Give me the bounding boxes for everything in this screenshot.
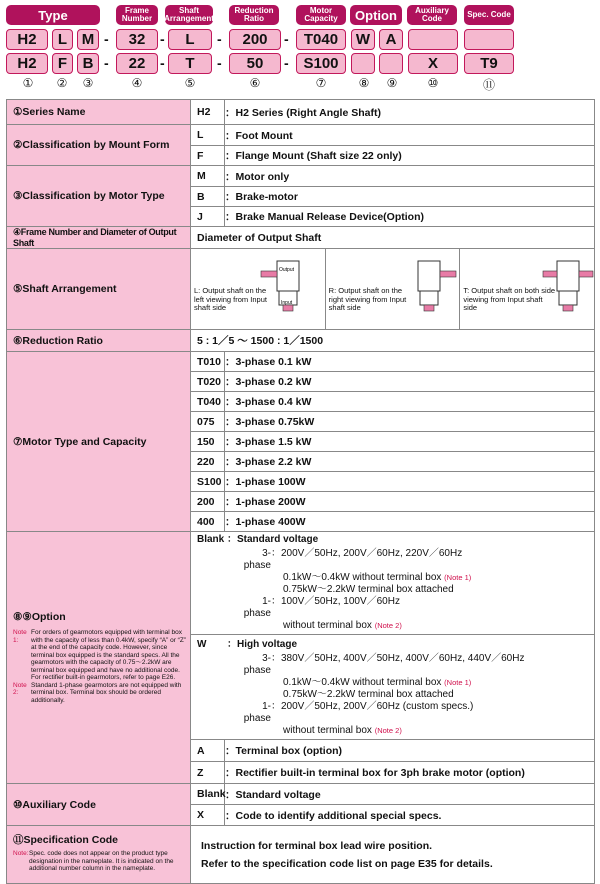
- code-box-mount: F: [52, 53, 73, 74]
- code-box-option-1: [351, 53, 375, 74]
- position-number: ⑤: [184, 76, 196, 90]
- code-cell: Z: [191, 762, 225, 784]
- code-box-spec: T9: [464, 53, 514, 74]
- code-cell: T040: [191, 392, 225, 412]
- value-cell: ：Foot Mount: [225, 125, 595, 146]
- code-box-series: H2: [6, 53, 48, 74]
- header-shaft-arrangement: Shaft Arrangement: [164, 6, 214, 23]
- code-cell: X: [191, 805, 225, 826]
- value-cell: ：H2 Series (Right Angle Shaft): [225, 100, 595, 125]
- spec-value-cell: Instruction for terminal box lead wire position. Refer to the specification code list on page E35 for details.: [191, 826, 595, 884]
- value-cell: ：Code to identify additional special specs.: [225, 805, 595, 826]
- label-frame-number: ④Frame Number and Diameter of Output Shaft: [7, 227, 191, 249]
- position-number: ⑧: [358, 76, 370, 90]
- code-box-option-2: A: [379, 29, 403, 50]
- value-cell: ：Standard voltage: [225, 784, 595, 805]
- code-cell: 200: [191, 492, 225, 512]
- value-cell: ：3-phase 1.5 kW: [225, 432, 595, 452]
- code-box-auxiliary: X: [408, 53, 458, 74]
- header-reduction-ratio: Reduction Ratio: [229, 5, 279, 25]
- position-number: ③: [82, 76, 94, 90]
- option-note-2: Note 2: Standard 1-phase gearmotors are not equipped with terminal box. Terminal box should be ordered additionally.: [13, 681, 182, 704]
- code-cell: 150: [191, 432, 225, 452]
- position-number: ②: [56, 76, 68, 90]
- code-box-spec: [464, 29, 514, 50]
- code-cell: B: [191, 187, 225, 207]
- shaft-arrangement-cell: [191, 249, 595, 330]
- code-cell: A: [191, 740, 225, 762]
- dash: -: [104, 55, 109, 71]
- code-cell: S100: [191, 472, 225, 492]
- value-cell: ：Terminal box (option): [225, 740, 595, 762]
- code-cell: 220: [191, 452, 225, 472]
- value-cell: ：3-phase 0.75kW: [225, 412, 595, 432]
- position-number: ⑦: [315, 76, 327, 90]
- code-cell: H2: [191, 100, 225, 125]
- input-label: Input: [281, 300, 293, 306]
- value-cell: ：1-phase 200W: [225, 492, 595, 512]
- code-cell: T020: [191, 372, 225, 392]
- label-series-name: ①Series Name: [7, 100, 191, 125]
- code-cell: F: [191, 146, 225, 166]
- value-cell: ：3-phase 0.2 kW: [225, 372, 595, 392]
- code-box-ratio: 50: [229, 53, 281, 74]
- header-auxiliary-code: Auxiliary Code: [407, 5, 457, 25]
- position-number: ⑩: [427, 76, 439, 90]
- label-spec-code: ⑪Specification Code Note: Spec. code does not appear on the product type designation in the nameplate. It is indicated on the additional number column in the nameplate.: [7, 826, 191, 884]
- value-cell: ：3-phase 0.1 kW: [225, 352, 595, 372]
- value-cell: Diameter of Output Shaft: [191, 227, 595, 249]
- code-box-motor-type: M: [77, 29, 99, 50]
- dash: -: [160, 31, 165, 47]
- value-cell: ：Motor only: [225, 166, 595, 187]
- code-cell: 400: [191, 512, 225, 532]
- code-box-mount: L: [52, 29, 73, 50]
- position-number: ⑨: [386, 76, 398, 90]
- label-shaft-arrangement: ⑤Shaft Arrangement: [7, 249, 191, 330]
- code-box-series: H2: [6, 29, 48, 50]
- value-cell: ：3-phase 0.4 kW: [225, 392, 595, 412]
- position-number: ⑪: [482, 78, 495, 92]
- code-box-frame: 22: [116, 53, 158, 74]
- header-frame-number: Frame Number: [116, 5, 158, 25]
- code-cell: Blank: [191, 784, 225, 805]
- code-box-option-1: W: [351, 29, 375, 50]
- code-box-motor-capacity: T040: [296, 29, 346, 50]
- shaft-left-text: L: Output shaft on the left viewing from Input shaft side: [194, 286, 267, 312]
- header-motor-capacity: Motor Capacity: [296, 5, 346, 25]
- value-cell: ：3-phase 2.2 kW: [225, 452, 595, 472]
- code-box-auxiliary: [408, 29, 458, 50]
- value-cell: ：Flange Mount (Shaft size 22 only): [225, 146, 595, 166]
- code-box-ratio: 200: [229, 29, 281, 50]
- code-cell: L: [191, 125, 225, 146]
- code-cell: T010: [191, 352, 225, 372]
- header-type: Type: [6, 5, 100, 25]
- shaft-both-text: T: Output shaft on both side viewing from Input shaft side: [463, 286, 556, 312]
- code-cell: J: [191, 207, 225, 227]
- value-cell: ：Brake-motor: [225, 187, 595, 207]
- dash: -: [284, 31, 289, 47]
- header-option: Option: [350, 5, 402, 25]
- dash: -: [160, 55, 165, 71]
- spec-note: Note: Spec. code does not appear on the product type designation in the nameplate. It is indicated on the additional number column in the nameplate.: [13, 850, 174, 872]
- output-label: Output: [279, 267, 295, 273]
- position-number: ④: [131, 76, 143, 90]
- label-motor-type: ③Classification by Motor Type: [7, 166, 191, 227]
- label-motor-capacity: ⑦Motor Type and Capacity: [7, 352, 191, 532]
- dash: -: [217, 55, 222, 71]
- code-cell: M: [191, 166, 225, 187]
- shaft-option-left: [191, 249, 326, 329]
- dash: -: [104, 31, 109, 47]
- dash: -: [284, 55, 289, 71]
- code-box-motor-type: B: [77, 53, 99, 74]
- value-cell: ：Brake Manual Release Device(Option): [225, 207, 595, 227]
- code-box-frame: 32: [116, 29, 158, 50]
- code-cell: 075: [191, 412, 225, 432]
- code-box-shaft: L: [168, 29, 212, 50]
- option-blank-cell: Blank ：Standard voltage 3-phase ： 200V／50Hz, 200V／60Hz, 220V／60Hz 0.1kW〜0.4kW without terminal box (Note 1) 0.75kW〜2.2kW terminal box attached 1-phase ： 100V／50Hz, 100V／60Hz without terminal box (Note 2): [191, 532, 595, 635]
- code-box-shaft: T: [168, 53, 212, 74]
- code-box-option-2: [379, 53, 403, 74]
- value-cell: 5 : 1／5 〜 1500 : 1／1500: [191, 330, 595, 352]
- specification-table: [6, 99, 595, 884]
- option-note-1: Note 1: For orders of gearmotors equipped with terminal box with the capacity of less than 0.4kW, specify “A” or “Z” at the end of the capacity code. However, since terminal box equipped is the standard specs. All the gearmotors with the capacity of 0.75〜2.2kW are terminal box equipped and have no additional code. For rectifier built-in gearmotors, refer to page E26.: [13, 629, 186, 681]
- shaft-option-both: [460, 249, 594, 329]
- position-number: ①: [22, 76, 34, 90]
- shaft-option-right: [326, 249, 461, 329]
- value-cell: ：1-phase 100W: [225, 472, 595, 492]
- label-reduction-ratio: ⑥Reduction Ratio: [7, 330, 191, 352]
- dash: -: [217, 31, 222, 47]
- value-cell: ：1-phase 400W: [225, 512, 595, 532]
- shaft-right-text: R: Output shaft on the right viewing from Input shaft side: [328, 286, 407, 312]
- header-spec-code: Spec. Code: [464, 5, 514, 25]
- label-auxiliary-code: ⑩Auxiliary Code: [7, 784, 191, 826]
- code-box-motor-capacity: S100: [296, 53, 346, 74]
- position-number: ⑥: [249, 76, 261, 90]
- option-w-cell: W ：High voltage 3-phase ： 380V／50Hz, 400V／50Hz, 400V／60Hz, 440V／60Hz 0.1kW〜0.4kW without terminal box (Note 1) 0.75kW〜2.2kW terminal box attached 1-phase ： 200V／50Hz, 200V／60Hz (custom specs.) without terminal box (Note 2): [191, 635, 595, 740]
- value-cell: ：Rectifier built-in terminal box for 3ph brake motor (option): [225, 762, 595, 784]
- label-option: ⑧⑨Option Note 1: For orders of gearmotors equipped with terminal box with the capacity of less than 0.4kW, specify “A” or “Z” at the end of the capacity code. However, since terminal box equipped is the standard specs. All the gearmotors with the capacity of 0.75〜2.2kW are terminal box equipped and have no additional code. For rectifier built-in gearmotors, refer to page E26. Note 2: Standard 1-phase gearmotors are not equipped with terminal box. Terminal box should be ordered additionally.: [7, 532, 191, 784]
- label-mount-form: ②Classification by Mount Form: [7, 125, 191, 166]
